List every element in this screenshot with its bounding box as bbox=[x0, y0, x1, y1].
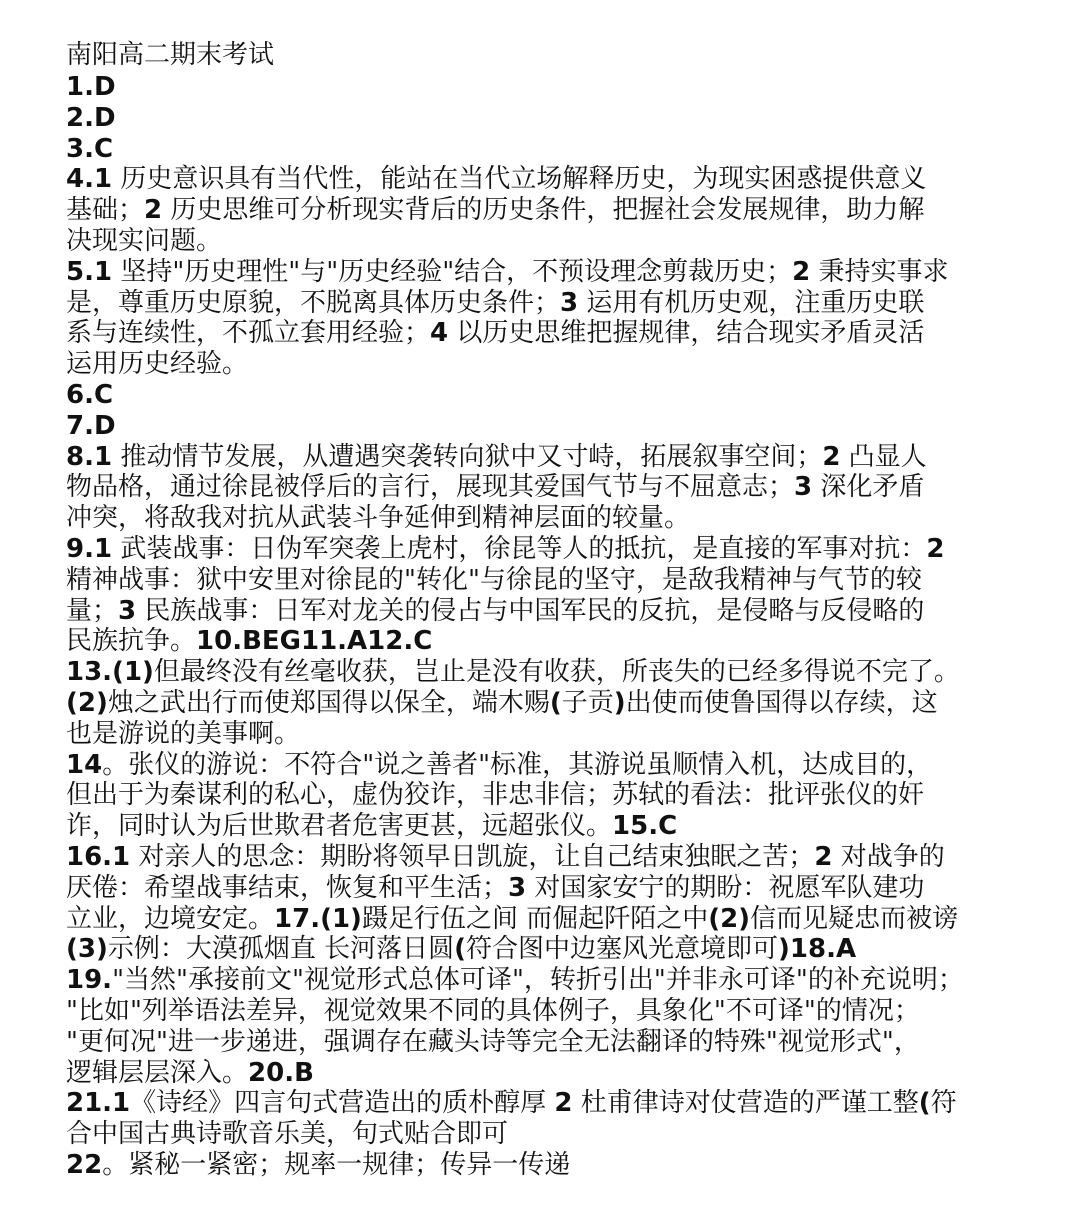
answer-text: 合中国古典诗歌音乐美，句式贴合即可 bbox=[66, 1119, 509, 1150]
answer-line bbox=[66, 811, 1026, 842]
answer-number: 21.1 bbox=[66, 1088, 131, 1119]
answer-text: 但出于为秦谋利的私心，虚伪狡诈，非忠非信；苏轼的看法：批评张仪的奸 bbox=[66, 780, 925, 811]
answer-line bbox=[66, 780, 1026, 811]
answer-line bbox=[66, 657, 1026, 688]
answer-text: 。紧秘一紧密；规率一规律；传异一传递 bbox=[102, 1149, 571, 1180]
answer-number: 17.(1) bbox=[274, 903, 362, 934]
answer-number: 5.1 bbox=[66, 256, 113, 287]
answer-number: 3 bbox=[794, 472, 813, 503]
answer-line bbox=[66, 873, 1026, 904]
answer-number: 9.1 bbox=[66, 533, 113, 564]
answer-number: 16.1 bbox=[66, 841, 131, 872]
answer-number: 15.C bbox=[612, 811, 678, 842]
answer-number: 10.BEG11.A12.C bbox=[196, 626, 433, 657]
answer-lines bbox=[66, 72, 1026, 1181]
answer-number: 8.1 bbox=[66, 441, 113, 472]
answer-number: (3) bbox=[66, 934, 108, 965]
answer-text: 历史思维可分析现实背后的历史条件，把握社会发展规律，助力解 bbox=[162, 195, 925, 226]
answer-line bbox=[66, 380, 1026, 411]
answer-text: 符 bbox=[930, 1088, 957, 1119]
answer-text: 杜甫律诗对仗营造的严谨工整 bbox=[572, 1088, 919, 1119]
answer-number: 2 bbox=[814, 841, 833, 872]
answer-text: 诈，同时认为后世欺君者危害更甚，远超张仪。 bbox=[66, 811, 613, 842]
answer-text: 。张仪的游说：不符合"说之善者"标准，其游说虽顺情入机，达成目的， bbox=[102, 749, 933, 780]
answer-text: 蹑足行伍之间 而倔起阡陌之中 bbox=[361, 903, 709, 934]
answer-text: 精神战事：狱中安里对徐昆的"转化"与徐昆的坚守，是敌我精神与气节的较 bbox=[66, 564, 922, 595]
answer-text: 基础； bbox=[66, 195, 145, 226]
answer-number: 2 bbox=[792, 256, 811, 287]
answer-number: 3.C bbox=[66, 133, 114, 164]
answer-document bbox=[66, 38, 1026, 1181]
answer-line bbox=[66, 195, 1026, 226]
answer-line bbox=[66, 565, 1026, 596]
document-title: 南阳高二期末考试 bbox=[66, 40, 275, 70]
answer-line bbox=[66, 965, 1026, 996]
answer-text: 坚持"历史理性"与"历史经验"结合，不预设理念剪裁历史； bbox=[112, 256, 793, 287]
answer-text: "比如"列举语法差异，视觉效果不同的具体例子，具象化"不可译"的情况； bbox=[66, 995, 920, 1026]
answer-number: 2.D bbox=[66, 102, 116, 133]
answer-text: 但最终没有丝毫收获，岂止是没有收获，所丧失的已经多得说不完了。 bbox=[153, 657, 960, 688]
answer-line bbox=[66, 226, 1026, 257]
answer-number: ( bbox=[454, 934, 467, 965]
answer-line bbox=[66, 904, 1026, 935]
answer-text: 冲突，将敌我对抗从武装斗争延伸到精神层面的较量。 bbox=[66, 503, 691, 534]
answer-text: "当然"承接前文"视觉形式总体可译"，转折引出"并非永可译"的补充说明； bbox=[112, 965, 964, 996]
answer-line bbox=[66, 842, 1026, 873]
answer-line bbox=[66, 134, 1026, 165]
answer-number: 7.D bbox=[66, 410, 116, 441]
answer-number: 22 bbox=[66, 1149, 103, 1180]
answer-text: 物品格，通过徐昆被俘后的言行，展现其爱国气节与不屈意志； bbox=[66, 472, 795, 503]
answer-number: 14 bbox=[66, 749, 103, 780]
answer-text: 符合图中边塞风光意境即可 bbox=[466, 934, 779, 965]
answer-text: 以历史思维把握规律，结合现实矛盾灵活 bbox=[448, 318, 925, 349]
answer-line bbox=[66, 1027, 1026, 1058]
answer-text: 凸显人 bbox=[840, 441, 927, 472]
answer-line bbox=[66, 318, 1026, 349]
answer-line bbox=[66, 472, 1026, 503]
answer-text: 信而见疑忠而被谤 bbox=[750, 903, 959, 934]
answer-text: 运用有机历史观，注重历史联 bbox=[578, 287, 925, 318]
answer-line bbox=[66, 1119, 1026, 1150]
answer-line bbox=[66, 164, 1026, 195]
answer-number: ( bbox=[918, 1088, 931, 1119]
answer-text: 立业，边境安定。 bbox=[66, 903, 275, 934]
answer-number: 6.C bbox=[66, 379, 114, 410]
answer-text: 《诗经》四言句式营造出的质朴醇厚 bbox=[130, 1088, 555, 1119]
answer-text: 深化矛盾 bbox=[812, 472, 925, 503]
answer-number: 3 bbox=[508, 872, 527, 903]
answer-line bbox=[66, 750, 1026, 781]
answer-number: (2) bbox=[708, 903, 751, 934]
answer-number: 1.D bbox=[66, 72, 116, 102]
answer-text: 出使而使鲁国得以存续，这 bbox=[625, 687, 938, 718]
answer-line bbox=[66, 719, 1026, 750]
answer-number: 3 bbox=[118, 595, 137, 626]
answer-number: ( bbox=[549, 687, 562, 718]
answer-number: 3 bbox=[560, 287, 579, 318]
answer-line bbox=[66, 934, 1026, 965]
answer-text: 对国家安宁的期盼：祝愿军队建功 bbox=[526, 872, 925, 903]
answer-number: )18.A bbox=[778, 934, 857, 965]
answer-line bbox=[66, 534, 1026, 565]
answer-text: 厌倦：希望战事结束，恢复和平生活； bbox=[66, 872, 509, 903]
answer-line bbox=[66, 688, 1026, 719]
answer-number: 2 bbox=[926, 533, 945, 564]
answer-text: 民族抗争。 bbox=[66, 626, 197, 657]
answer-line bbox=[66, 72, 1026, 103]
answer-line bbox=[66, 288, 1026, 319]
answer-line bbox=[66, 257, 1026, 288]
answer-number: 2 bbox=[554, 1088, 573, 1119]
answer-line bbox=[66, 1088, 1026, 1119]
answer-text: 逻辑层层深入。 bbox=[66, 1057, 249, 1088]
answer-text: 历史意识具有当代性，能站在当代立场解释历史，为现实困惑提供意义 bbox=[112, 164, 927, 195]
answer-line bbox=[66, 103, 1026, 134]
answer-text: 对战争的 bbox=[832, 841, 945, 872]
answer-text: 武装战事：日伪军突袭上虎村，徐昆等人的抵抗，是直接的军事对抗： bbox=[112, 533, 927, 564]
answer-text: "更何况"进一步递进，强调存在藏头诗等完全无法翻译的特殊"视觉形式"， bbox=[66, 1026, 920, 1057]
answer-number: 2 bbox=[822, 441, 841, 472]
answer-text: 决现实问题。 bbox=[66, 225, 223, 256]
answer-number: 4.1 bbox=[66, 164, 113, 195]
answer-number: 2 bbox=[144, 195, 163, 226]
answer-line bbox=[66, 996, 1026, 1027]
answer-line bbox=[66, 503, 1026, 534]
answer-text: 量； bbox=[66, 595, 119, 626]
answer-text: 运用历史经验。 bbox=[66, 349, 249, 380]
answer-number: 20.B bbox=[248, 1057, 314, 1088]
answer-number: 13.(1) bbox=[66, 657, 154, 688]
answer-line bbox=[66, 1058, 1026, 1089]
answer-text: 民族战事：日军对龙关的侵占与中国军民的反抗，是侵略与反侵略的 bbox=[136, 595, 925, 626]
answer-line bbox=[66, 596, 1026, 627]
answer-number: ) bbox=[613, 687, 626, 718]
answer-line bbox=[66, 442, 1026, 473]
answer-line bbox=[66, 411, 1026, 442]
answer-text: 系与连续性，不孤立套用经验； bbox=[66, 318, 431, 349]
answer-number: 4 bbox=[430, 318, 449, 349]
answer-text: 示例：大漠孤烟直 长河落日圆 bbox=[107, 934, 455, 965]
answer-text: 也是游说的美事啊。 bbox=[66, 718, 301, 749]
answer-text: 秉持实事求 bbox=[810, 256, 949, 287]
answer-line bbox=[66, 626, 1026, 657]
answer-line bbox=[66, 1150, 1026, 1181]
answer-line bbox=[66, 349, 1026, 380]
answer-text: 烛之武出行而使郑国得以保全，端木赐 bbox=[107, 687, 550, 718]
answer-number: 19. bbox=[66, 965, 113, 996]
answer-text: 推动情节发展，从遭遇突袭转向狱中又寸峙，拓展叙事空间； bbox=[112, 441, 823, 472]
answer-text: 子贡 bbox=[561, 687, 614, 718]
answer-text: 是，尊重历史原貌，不脱离具体历史条件； bbox=[66, 287, 561, 318]
answer-text: 对亲人的思念：期盼将领早日凯旋，让自己结束独眠之苦； bbox=[130, 841, 815, 872]
answer-number: (2) bbox=[66, 687, 108, 718]
